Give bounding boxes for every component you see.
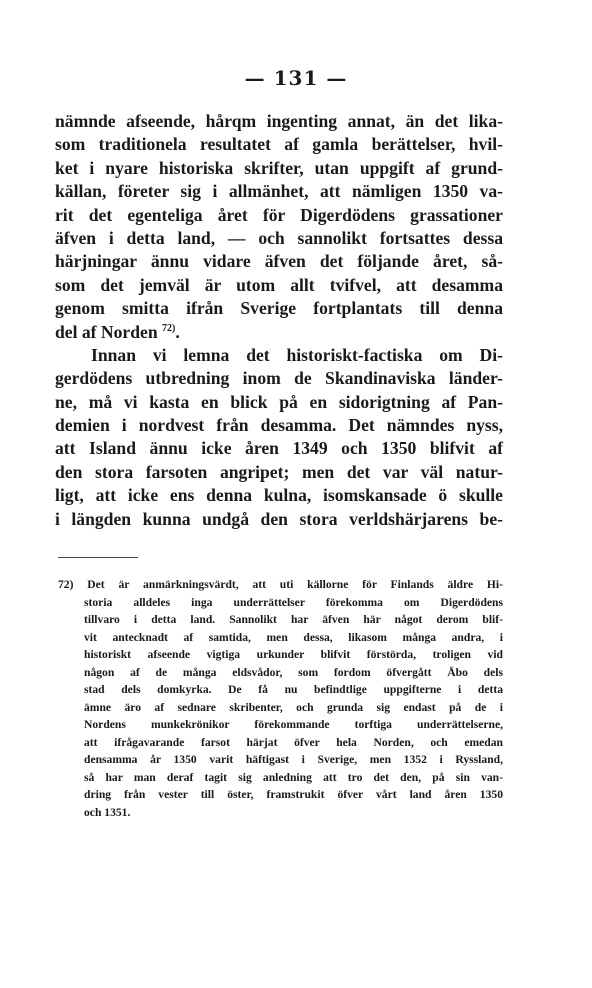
footnote-line: att ifrågavarande farsot härjat öfver hela Norden, och emedan bbox=[84, 735, 503, 749]
footnote-line: så har man deraf tagit sig anledning att tro det den, på sin van- bbox=[84, 770, 503, 784]
text-line: ne, må vi kasta en blick på en sidorigtning af Pan- bbox=[55, 391, 503, 412]
text-line: ligt, att icke ens denna kulna, isomskansade ö skulle bbox=[55, 485, 503, 506]
footnote-divider bbox=[58, 557, 138, 558]
text-line: nämnde afseende, hårqm ingenting annat, än det lika- bbox=[55, 111, 503, 131]
paragraph-end-text: del af Norden bbox=[55, 321, 158, 342]
footnote-line: densamma år 1350 varit häftigast i Sverige, men 1352 i Ryssland, bbox=[84, 753, 503, 766]
text-line: i längden kunna undgå den stora verldshärjarens be- bbox=[55, 508, 503, 529]
text-line: att Island ännu icke åren 1349 och 1350 blifvit af bbox=[55, 438, 503, 459]
text-line: genom smitta ifrån Sverige fortplantats till denna bbox=[55, 298, 503, 319]
footnote-line: och 1351. bbox=[84, 805, 131, 819]
text-line: del af Norden $^{72)}$. bbox=[55, 321, 180, 342]
text-line: källan, företer sig i allmänhet, att nämligen 1350 va- bbox=[55, 181, 503, 202]
page-number: — 131 — bbox=[244, 66, 348, 90]
footnote-reference[interactable]: 72) bbox=[162, 322, 176, 334]
footnote-line bbox=[58, 576, 503, 594]
text-line: härjningar ännu vidare äfven det följande året, så- bbox=[55, 251, 503, 272]
footnote-line: Nordens munkekrönikor förekommande torftiga underrättelserne, bbox=[84, 718, 503, 731]
footnote-first-text: Det är anmärkningsvärdt, att uti källorne för Finlands äldre Hi- bbox=[87, 578, 503, 591]
footnote-line: storia alldeles inga underrättelser förekomma om Digerdödens bbox=[84, 595, 503, 609]
footnote-line: stad dels domkyrka. De få nu befindtlige uppgifterne i detta bbox=[84, 683, 503, 696]
text-line: som det jemväl är utom allt tvifvel, att desamma bbox=[55, 274, 503, 295]
footnote-marker: 72) bbox=[58, 578, 74, 591]
footnote-line: dring från vester till öster, framstrukit öfver vårt land åren 1350 bbox=[84, 788, 503, 801]
footnote-line: någon af de många eldsvådor, som fordom öfvergått Åbo dels bbox=[84, 665, 503, 679]
main-text bbox=[55, 110, 503, 531]
text-line: äfven i detta land, — och sannolikt fortsattes dessa bbox=[55, 227, 503, 248]
text-line: gerdödens utbredning inom de Skandinaviska länder- bbox=[55, 368, 503, 389]
text-line: den stora farsoten angripet; men det var väl natur- bbox=[55, 461, 503, 482]
footnote-line: tillvaro i detta land. Sannolikt har äfven här något derom blif- bbox=[84, 613, 503, 626]
footnote-line: ämne äro af sednare skribenter, och grunda sig endast på de i bbox=[84, 700, 503, 714]
text-line: som traditionela resultatet af gamla berättelser, hvil- bbox=[55, 134, 503, 155]
text-line: Innan vi lemna det historiskt-factiska om Di- bbox=[91, 344, 503, 365]
text-line: demien i nordvest från desamma. Det nämndes nyss, bbox=[55, 415, 503, 436]
footnote-line: historiskt afseende vigtiga urkunder blifvit förstörda, troligen vid bbox=[84, 648, 503, 661]
text-line: rit det egenteliga året för Digerdödens grassationer bbox=[55, 204, 503, 225]
footnote-line: vit antecknadt af samtida, men dessa, likasom många andra, i bbox=[84, 630, 503, 644]
footnote bbox=[58, 576, 503, 821]
text-line: ket i nyare historiska skrifter, utan uppgift af grund- bbox=[55, 157, 503, 178]
